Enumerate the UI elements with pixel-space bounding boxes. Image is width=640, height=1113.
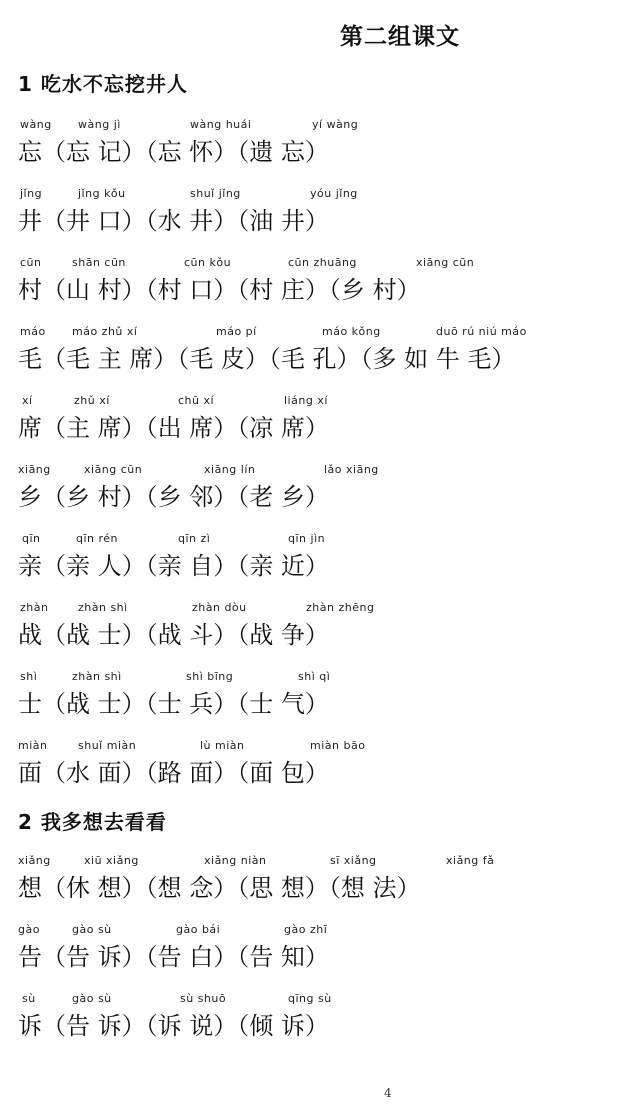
pinyin-main: máo [20, 325, 46, 338]
pinyin-word: wàng jì [78, 118, 121, 131]
pinyin-word: máo kǒng [322, 325, 381, 338]
pinyin-word: sī xiǎng [330, 854, 377, 867]
pinyin-word: xiū xiǎng [84, 854, 139, 867]
section-title-2: 2 我多想去看看 [18, 810, 167, 834]
hanzi-line: 面（水 面）（路 面）（面 包） [18, 759, 329, 787]
pinyin-main: gào [18, 923, 40, 936]
pinyin-word: qīn zì [178, 532, 211, 545]
page-title: 第二组课文 [340, 24, 460, 50]
pinyin-main: cūn [20, 256, 42, 269]
pinyin-word: máo zhǔ xí [72, 325, 138, 338]
pinyin-word: zhàn shì [78, 601, 128, 614]
vocab-row [0, 601, 640, 663]
pinyin-main: miàn [18, 739, 48, 752]
pinyin-word: xiāng lín [204, 463, 256, 476]
vocab-row [0, 923, 640, 985]
hanzi-line: 想（休 想）（想 念）（思 想）（想 法） [18, 874, 421, 902]
vocab-row [0, 739, 640, 801]
vocab-row [0, 463, 640, 525]
vocab-row [0, 394, 640, 456]
pinyin-word: zhàn dòu [192, 601, 247, 614]
pinyin-word: zhǔ xí [74, 394, 110, 407]
hanzi-line: 忘（忘 记）（忘 怀）（遗 忘） [18, 138, 329, 166]
section-title-1: 1 吃水不忘挖井人 [18, 72, 188, 96]
vocab-row [0, 670, 640, 732]
pinyin-word: shān cūn [72, 256, 126, 269]
vocab-row [0, 532, 640, 594]
pinyin-main: xí [22, 394, 33, 407]
pinyin-word: xiāng cūn [84, 463, 143, 476]
vocab-row [0, 854, 640, 916]
pinyin-word: xiǎng fǎ [446, 854, 495, 867]
pinyin-word: wàng huái [190, 118, 252, 131]
pinyin-main: qīn [22, 532, 41, 545]
pinyin-word: chū xí [178, 394, 215, 407]
hanzi-line: 村（山 村）（村 口）（村 庄）（乡 村） [18, 276, 421, 304]
pinyin-main: wàng [20, 118, 52, 131]
hanzi-line: 诉（告 诉）（诉 说）（倾 诉） [18, 1012, 329, 1040]
pinyin-main: zhàn [20, 601, 49, 614]
pinyin-word: yí wàng [312, 118, 359, 131]
vocab-row [0, 118, 640, 180]
pinyin-main: xiǎng [18, 854, 51, 867]
pinyin-word: qīn jìn [288, 532, 326, 545]
hanzi-line: 井（井 口）（水 井）（油 井） [18, 207, 329, 235]
pinyin-word: gào bái [176, 923, 221, 936]
pinyin-word: shuǐ miàn [78, 739, 137, 752]
pinyin-word: lǎo xiāng [324, 463, 379, 476]
pinyin-main: shì [20, 670, 38, 683]
pinyin-word: shuǐ jǐng [190, 187, 241, 200]
vocab-row [0, 992, 640, 1054]
hanzi-line: 士（战 士）（士 兵）（士 气） [18, 690, 329, 718]
pinyin-word: zhàn shì [72, 670, 122, 683]
pinyin-word: qīng sù [288, 992, 332, 1005]
pinyin-word: yóu jǐng [310, 187, 358, 200]
vocab-row [0, 325, 640, 387]
pinyin-word: liáng xí [284, 394, 328, 407]
pinyin-word: jǐng kǒu [78, 187, 126, 200]
page-number: 4 [384, 1086, 392, 1100]
vocab-row [0, 187, 640, 249]
pinyin-word: xiǎng niàn [204, 854, 267, 867]
pinyin-word: lù miàn [200, 739, 245, 752]
pinyin-word: zhàn zhēng [306, 601, 375, 614]
hanzi-line: 席（主 席）（出 席）（凉 席） [18, 414, 329, 442]
pinyin-word: miàn bāo [310, 739, 366, 752]
pinyin-word: gào zhī [284, 923, 328, 936]
hanzi-line: 乡（乡 村）（乡 邻）（老 乡） [18, 483, 329, 511]
pinyin-word: shì qì [298, 670, 331, 683]
pinyin-word: duō rú niú máo [436, 325, 527, 338]
pinyin-main: jǐng [20, 187, 43, 200]
pinyin-main: sù [22, 992, 36, 1005]
vocab-row [0, 256, 640, 318]
pinyin-word: gào sù [72, 992, 112, 1005]
pinyin-word: máo pí [216, 325, 257, 338]
pinyin-word: gào sù [72, 923, 112, 936]
pinyin-word: cūn zhuāng [288, 256, 357, 269]
pinyin-word: sù shuō [180, 992, 227, 1005]
hanzi-line: 战（战 士）（战 斗）（战 争） [18, 621, 329, 649]
hanzi-line: 亲（亲 人）（亲 自）（亲 近） [18, 552, 329, 580]
pinyin-word: shì bīng [186, 670, 234, 683]
hanzi-line: 毛（毛 主 席）（毛 皮）（毛 孔）（多 如 牛 毛） [18, 345, 516, 373]
pinyin-word: cūn kǒu [184, 256, 232, 269]
hanzi-line: 告（告 诉）（告 白）（告 知） [18, 943, 329, 971]
pinyin-word: xiāng cūn [416, 256, 475, 269]
pinyin-word: qīn rén [76, 532, 119, 545]
pinyin-main: xiāng [18, 463, 51, 476]
